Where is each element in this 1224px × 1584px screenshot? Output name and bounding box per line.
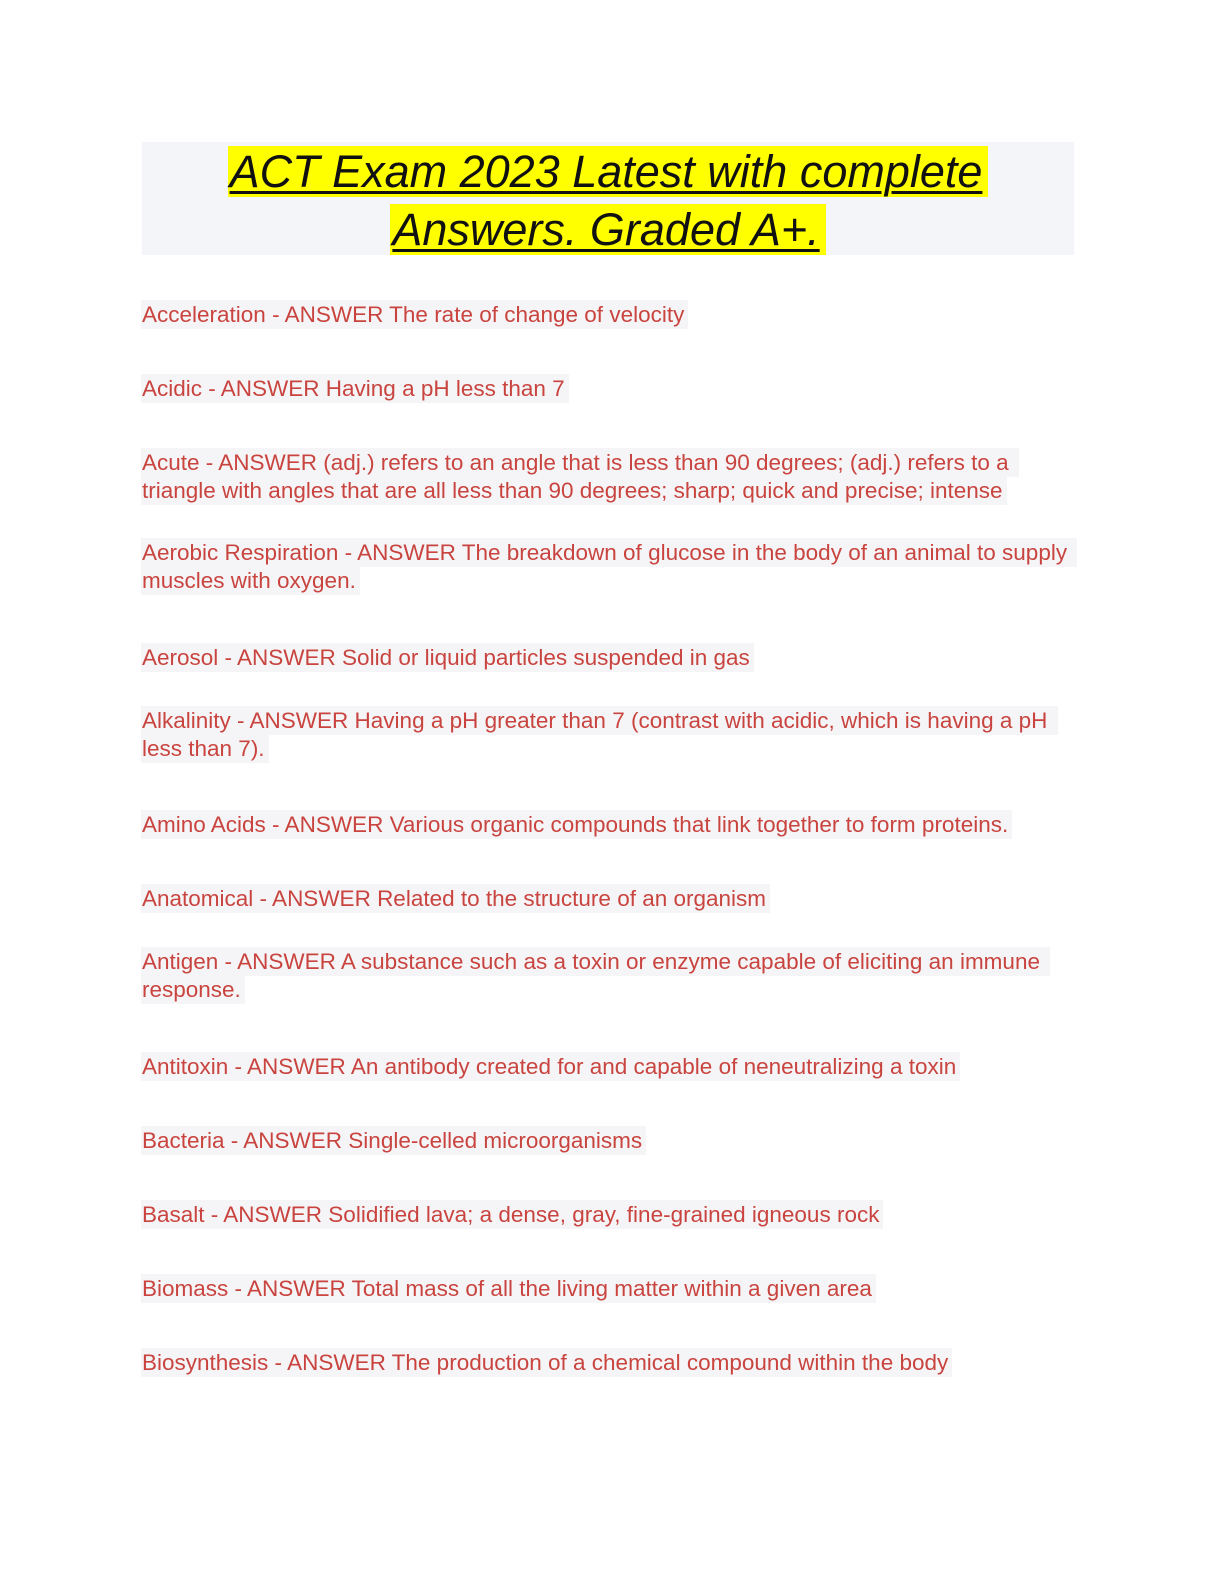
entry-aerosol: Aerosol - ANSWER Solid or liquid particles suspended in gas [141,644,1076,672]
entry-acute: Acute - ANSWER (adj.) refers to an angle that is less than 90 degrees; (adj.) refers to a triangle with angles that are all less than 90 degrees; sharp; quick and precise; intense [141,449,1076,505]
title-line-1: ACT Exam 2023 Latest with complete [142,146,1074,198]
title-block [142,142,1074,255]
entry-acceleration: Acceleration - ANSWER The rate of change of velocity [141,301,1076,329]
entry-alkalinity: Alkalinity - ANSWER Having a pH greater than 7 (contrast with acidic, which is having a pH less than 7). [141,707,1076,763]
title-line-2: Answers. Graded A+. [142,204,1074,256]
entry-biosynthesis: Biosynthesis - ANSWER The production of a chemical compound within the body [141,1349,1076,1377]
entry-aerobic-respiration: Aerobic Respiration - ANSWER The breakdown of glucose in the body of an animal to supply muscles with oxygen. [141,539,1076,595]
entry-basalt: Basalt - ANSWER Solidified lava; a dense, gray, fine-grained igneous rock [141,1201,1076,1229]
entry-acidic: Acidic - ANSWER Having a pH less than 7 [141,375,1076,403]
entry-amino-acids: Amino Acids - ANSWER Various organic compounds that link together to form proteins. [141,811,1076,839]
entry-bacteria: Bacteria - ANSWER Single-celled microorganisms [141,1127,1076,1155]
entry-biomass: Biomass - ANSWER Total mass of all the living matter within a given area [141,1275,1076,1303]
entry-antigen: Antigen - ANSWER A substance such as a toxin or enzyme capable of eliciting an immune response. [141,948,1076,1004]
entry-antitoxin: Antitoxin - ANSWER An antibody created for and capable of neneutralizing a toxin [141,1053,1076,1081]
entry-anatomical: Anatomical - ANSWER Related to the structure of an organism [141,885,1076,913]
